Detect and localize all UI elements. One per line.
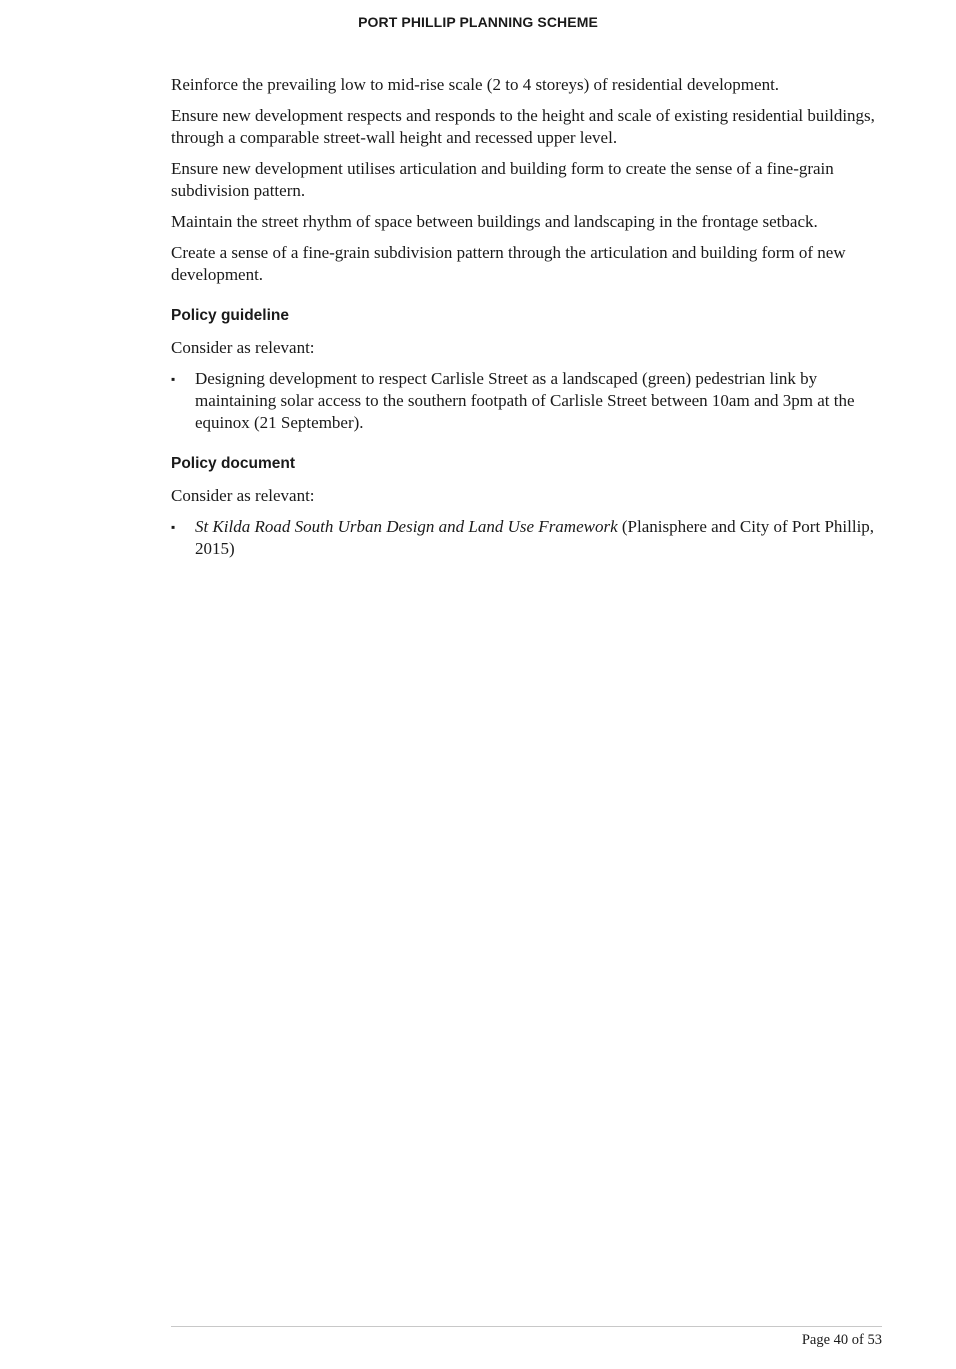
document-body — [171, 74, 886, 560]
page-header: PORT PHILLIP PLANNING SCHEME — [358, 14, 598, 30]
page-number: Page 40 of 53 — [801, 1332, 882, 1348]
body-paragraph: Reinforce the prevailing low to mid-rise scale (2 to 4 storeys) of residential development. — [171, 75, 780, 94]
list-item-text: Designing development to respect Carlisle Street as a landscaped (green) pedestrian link by maintaining solar access to the southern footpath of Carlisle Street between 10am and 3pm at the equinox (21 September). — [195, 369, 855, 432]
bullet-icon: ▪ — [171, 372, 176, 386]
footer-divider — [171, 1326, 882, 1327]
document-title: St Kilda Road South Urban Design and Land Use Framework — [195, 517, 618, 536]
bullet-icon: ▪ — [171, 520, 176, 534]
policy-guideline-heading: Policy guideline — [171, 307, 289, 324]
document-citation: (Planisphere and City of Port Phillip, 2015) — [195, 517, 875, 558]
policy-guideline-list — [171, 368, 886, 434]
policy-document-intro: Consider as relevant: — [171, 486, 315, 505]
policy-document-list — [171, 516, 886, 560]
body-paragraph: Ensure new development utilises articulation and building form to create the sense of a fine-grain subdivision pattern. — [171, 159, 834, 200]
body-paragraph: Ensure new development respects and responds to the height and scale of existing residential buildings, through a comparable street-wall height and recessed upper level. — [171, 106, 875, 147]
body-paragraph: Maintain the street rhythm of space between buildings and landscaping in the frontage setback. — [171, 212, 818, 231]
list-item — [171, 516, 886, 560]
policy-document-heading: Policy document — [171, 455, 296, 472]
list-item — [171, 368, 886, 434]
body-paragraph: Create a sense of a fine-grain subdivision pattern through the articulation and building form of new development. — [171, 243, 846, 284]
policy-guideline-intro: Consider as relevant: — [171, 338, 315, 357]
